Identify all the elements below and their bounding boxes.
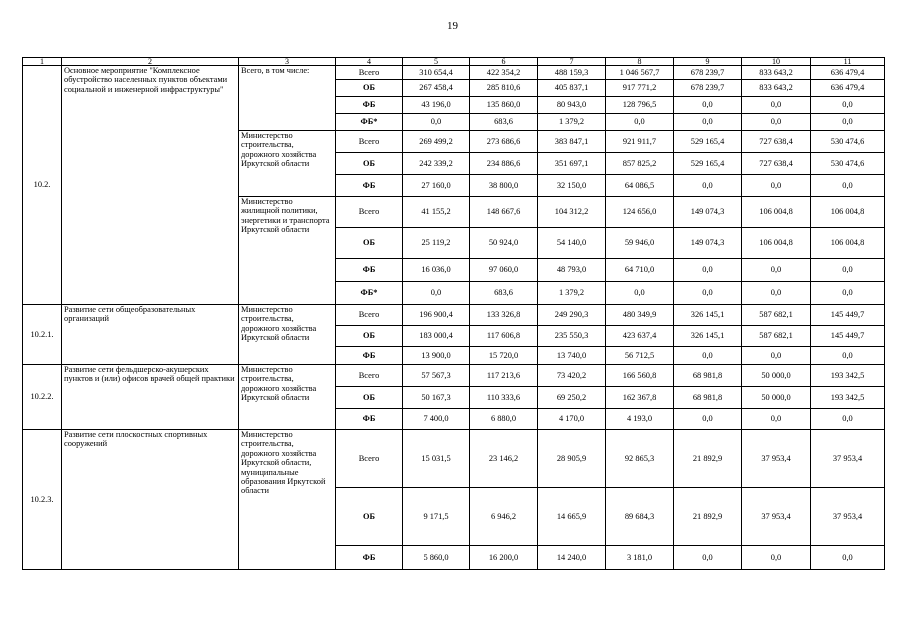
value-cell: 6 946,2 — [470, 488, 538, 546]
value-cell: 326 145,1 — [674, 305, 742, 326]
executor-name: Министерство строительства, дорожного хозяйства Иркутской области — [239, 305, 336, 365]
header-cell: 10 — [742, 58, 811, 66]
row-code: 10.2.1. — [23, 305, 62, 365]
header-cell: 6 — [470, 58, 538, 66]
value-cell: 13 740,0 — [538, 347, 606, 365]
activity-name: Основное мероприятие "Комплексное обустройство населенных пунктов объектами социальной и инженерной инфраструктуры" — [62, 66, 239, 305]
value-cell: 148 667,6 — [470, 197, 538, 228]
funding-source: ФБ* — [336, 282, 403, 305]
value-cell: 59 946,0 — [606, 228, 674, 259]
value-cell: 196 900,4 — [403, 305, 470, 326]
value-cell: 6 880,0 — [470, 409, 538, 430]
value-cell: 423 637,4 — [606, 326, 674, 347]
header-cell: 3 — [239, 58, 336, 66]
funding-source: ОБ — [336, 153, 403, 175]
value-cell: 0,0 — [811, 259, 885, 282]
funding-source: ФБ — [336, 347, 403, 365]
value-cell: 4 170,0 — [538, 409, 606, 430]
executor-name: Министерство строительства, дорожного хозяйства Иркутской области, муниципальные образования Иркутской области — [239, 430, 336, 570]
value-cell: 0,0 — [811, 282, 885, 305]
value-cell: 80 943,0 — [538, 97, 606, 114]
funding-source: Всего — [336, 131, 403, 153]
table-row — [23, 305, 885, 326]
value-cell: 0,0 — [811, 409, 885, 430]
value-cell: 0,0 — [742, 259, 811, 282]
value-cell: 14 665,9 — [538, 488, 606, 546]
value-cell: 106 004,8 — [811, 197, 885, 228]
value-cell: 149 074,3 — [674, 228, 742, 259]
funding-source: ОБ — [336, 387, 403, 409]
value-cell: 1 379,2 — [538, 282, 606, 305]
value-cell: 5 860,0 — [403, 546, 470, 570]
value-cell: 587 682,1 — [742, 305, 811, 326]
value-cell: 64 086,5 — [606, 175, 674, 197]
value-cell: 285 810,6 — [470, 80, 538, 97]
value-cell: 0,0 — [674, 409, 742, 430]
executor-name: Министерство строительства, дорожного хозяйства Иркутской области — [239, 365, 336, 430]
value-cell: 50 167,3 — [403, 387, 470, 409]
value-cell: 636 479,4 — [811, 80, 885, 97]
value-cell: 636 479,4 — [811, 66, 885, 80]
value-cell: 530 474,6 — [811, 131, 885, 153]
value-cell: 530 474,6 — [811, 153, 885, 175]
value-cell: 128 796,5 — [606, 97, 674, 114]
value-cell: 529 165,4 — [674, 153, 742, 175]
value-cell: 488 159,3 — [538, 66, 606, 80]
value-cell: 683,6 — [470, 282, 538, 305]
value-cell: 64 710,0 — [606, 259, 674, 282]
value-cell: 0,0 — [811, 114, 885, 131]
value-cell: 480 349,9 — [606, 305, 674, 326]
value-cell: 0,0 — [811, 97, 885, 114]
value-cell: 57 567,3 — [403, 365, 470, 387]
value-cell: 7 400,0 — [403, 409, 470, 430]
value-cell: 351 697,1 — [538, 153, 606, 175]
header-cell: 4 — [336, 58, 403, 66]
value-cell: 249 290,3 — [538, 305, 606, 326]
header-cell: 5 — [403, 58, 470, 66]
value-cell: 269 499,2 — [403, 131, 470, 153]
funding-source: ФБ — [336, 409, 403, 430]
value-cell: 69 250,2 — [538, 387, 606, 409]
value-cell: 0,0 — [811, 546, 885, 570]
value-cell: 405 837,1 — [538, 80, 606, 97]
value-cell: 41 155,2 — [403, 197, 470, 228]
value-cell: 97 060,0 — [470, 259, 538, 282]
value-cell: 0,0 — [674, 347, 742, 365]
value-cell: 37 953,4 — [811, 488, 885, 546]
value-cell: 73 420,2 — [538, 365, 606, 387]
value-cell: 149 074,3 — [674, 197, 742, 228]
value-cell: 117 606,8 — [470, 326, 538, 347]
value-cell: 106 004,8 — [742, 228, 811, 259]
value-cell: 0,0 — [811, 175, 885, 197]
value-cell: 37 953,4 — [811, 430, 885, 488]
row-code: 10.2.3. — [23, 430, 62, 570]
value-cell: 833 643,2 — [742, 66, 811, 80]
header-cell: 11 — [811, 58, 885, 66]
executor-name: Министерство строительства, дорожного хозяйства Иркутской области — [239, 131, 336, 197]
value-cell: 4 193,0 — [606, 409, 674, 430]
value-cell: 37 953,4 — [742, 488, 811, 546]
value-cell: 16 200,0 — [470, 546, 538, 570]
header-row — [23, 58, 885, 66]
value-cell: 310 654,4 — [403, 66, 470, 80]
value-cell: 727 638,4 — [742, 131, 811, 153]
activity-name: Развитие сети плоскостных спортивных сооружений — [62, 430, 239, 570]
funding-source: ФБ — [336, 259, 403, 282]
budget-table — [22, 57, 885, 570]
value-cell: 50 924,0 — [470, 228, 538, 259]
value-cell: 683,6 — [470, 114, 538, 131]
value-cell: 50 000,0 — [742, 387, 811, 409]
value-cell: 727 638,4 — [742, 153, 811, 175]
funding-source: Всего — [336, 66, 403, 80]
value-cell: 104 312,2 — [538, 197, 606, 228]
value-cell: 422 354,2 — [470, 66, 538, 80]
header-cell: 2 — [62, 58, 239, 66]
value-cell: 0,0 — [742, 282, 811, 305]
funding-source: Всего — [336, 305, 403, 326]
value-cell: 145 449,7 — [811, 326, 885, 347]
value-cell: 0,0 — [742, 114, 811, 131]
header-cell: 1 — [23, 58, 62, 66]
activity-name: Развитие сети фельдшерско-акушерских пунктов и (или) офисов врачей общей практики — [62, 365, 239, 430]
value-cell: 15 031,5 — [403, 430, 470, 488]
value-cell: 21 892,9 — [674, 430, 742, 488]
value-cell: 166 560,8 — [606, 365, 674, 387]
value-cell: 267 458,4 — [403, 80, 470, 97]
value-cell: 183 000,4 — [403, 326, 470, 347]
value-cell: 23 146,2 — [470, 430, 538, 488]
value-cell: 15 720,0 — [470, 347, 538, 365]
value-cell: 9 171,5 — [403, 488, 470, 546]
value-cell: 135 860,0 — [470, 97, 538, 114]
table-row — [23, 365, 885, 387]
value-cell: 68 981,8 — [674, 387, 742, 409]
value-cell: 193 342,5 — [811, 365, 885, 387]
value-cell: 32 150,0 — [538, 175, 606, 197]
value-cell: 833 643,2 — [742, 80, 811, 97]
value-cell: 89 684,3 — [606, 488, 674, 546]
value-cell: 92 865,3 — [606, 430, 674, 488]
executor-name: Всего, в том числе: — [239, 66, 336, 131]
funding-source: Всего — [336, 197, 403, 228]
value-cell: 1 046 567,7 — [606, 66, 674, 80]
value-cell: 38 800,0 — [470, 175, 538, 197]
funding-source: ОБ — [336, 80, 403, 97]
value-cell: 193 342,5 — [811, 387, 885, 409]
value-cell: 587 682,1 — [742, 326, 811, 347]
value-cell: 48 793,0 — [538, 259, 606, 282]
funding-source: ОБ — [336, 488, 403, 546]
value-cell: 3 181,0 — [606, 546, 674, 570]
value-cell: 234 886,6 — [470, 153, 538, 175]
value-cell: 0,0 — [403, 282, 470, 305]
row-code: 10.2. — [23, 66, 62, 305]
value-cell: 678 239,7 — [674, 66, 742, 80]
funding-source: ФБ — [336, 546, 403, 570]
value-cell: 857 825,2 — [606, 153, 674, 175]
value-cell: 921 911,7 — [606, 131, 674, 153]
value-cell: 106 004,8 — [742, 197, 811, 228]
value-cell: 0,0 — [674, 259, 742, 282]
funding-source: Всего — [336, 365, 403, 387]
value-cell: 13 900,0 — [403, 347, 470, 365]
funding-source: ФБ* — [336, 114, 403, 131]
value-cell: 50 000,0 — [742, 365, 811, 387]
value-cell: 0,0 — [742, 347, 811, 365]
value-cell: 106 004,8 — [811, 228, 885, 259]
value-cell: 326 145,1 — [674, 326, 742, 347]
value-cell: 37 953,4 — [742, 430, 811, 488]
value-cell: 124 656,0 — [606, 197, 674, 228]
header-cell: 9 — [674, 58, 742, 66]
header-cell: 8 — [606, 58, 674, 66]
value-cell: 0,0 — [742, 409, 811, 430]
value-cell: 0,0 — [606, 282, 674, 305]
executor-name: Министерство жилищной политики, энергетики и транспорта Иркутской области — [239, 197, 336, 305]
value-cell: 27 160,0 — [403, 175, 470, 197]
value-cell: 25 119,2 — [403, 228, 470, 259]
value-cell: 0,0 — [742, 546, 811, 570]
funding-source: ОБ — [336, 326, 403, 347]
value-cell: 54 140,0 — [538, 228, 606, 259]
value-cell: 917 771,2 — [606, 80, 674, 97]
value-cell: 133 326,8 — [470, 305, 538, 326]
value-cell: 0,0 — [606, 114, 674, 131]
value-cell: 0,0 — [742, 97, 811, 114]
table-row — [23, 66, 885, 80]
table-row — [23, 430, 885, 488]
value-cell: 273 686,6 — [470, 131, 538, 153]
value-cell: 235 550,3 — [538, 326, 606, 347]
value-cell: 68 981,8 — [674, 365, 742, 387]
value-cell: 162 367,8 — [606, 387, 674, 409]
value-cell: 0,0 — [674, 114, 742, 131]
value-cell: 0,0 — [674, 97, 742, 114]
value-cell: 0,0 — [674, 546, 742, 570]
funding-source: ОБ — [336, 228, 403, 259]
value-cell: 28 905,9 — [538, 430, 606, 488]
value-cell: 242 339,2 — [403, 153, 470, 175]
row-code: 10.2.2. — [23, 365, 62, 430]
value-cell: 0,0 — [674, 282, 742, 305]
value-cell: 0,0 — [674, 175, 742, 197]
value-cell: 383 847,1 — [538, 131, 606, 153]
value-cell: 0,0 — [742, 175, 811, 197]
activity-name: Развитие сети общеобразовательных организаций — [62, 305, 239, 365]
value-cell: 21 892,9 — [674, 488, 742, 546]
value-cell: 14 240,0 — [538, 546, 606, 570]
value-cell: 0,0 — [811, 347, 885, 365]
value-cell: 110 333,6 — [470, 387, 538, 409]
value-cell: 117 213,6 — [470, 365, 538, 387]
value-cell: 56 712,5 — [606, 347, 674, 365]
value-cell: 16 036,0 — [403, 259, 470, 282]
funding-source: Всего — [336, 430, 403, 488]
header-cell: 7 — [538, 58, 606, 66]
value-cell: 529 165,4 — [674, 131, 742, 153]
value-cell: 1 379,2 — [538, 114, 606, 131]
funding-source: ФБ — [336, 97, 403, 114]
value-cell: 145 449,7 — [811, 305, 885, 326]
funding-source: ФБ — [336, 175, 403, 197]
page-number: 19 — [447, 20, 458, 32]
value-cell: 0,0 — [403, 114, 470, 131]
table-body — [23, 58, 885, 570]
value-cell: 678 239,7 — [674, 80, 742, 97]
value-cell: 43 196,0 — [403, 97, 470, 114]
